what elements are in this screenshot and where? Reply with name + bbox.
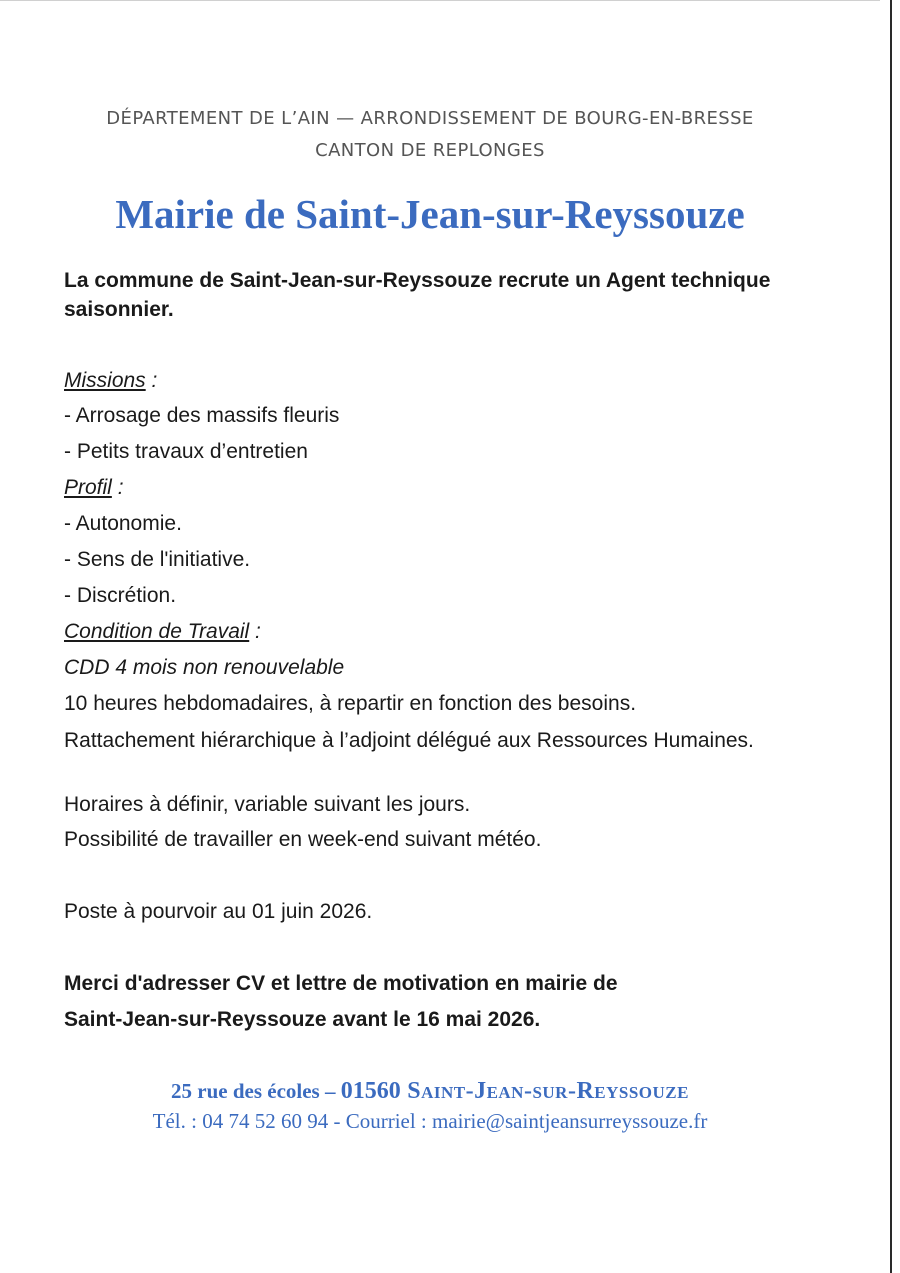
footer-contact: Tél. : 04 74 52 60 94 - Courriel : mairie@saintjeansurreyssouze.fr	[152, 1109, 708, 1133]
profil-item: - Autonomie.	[64, 512, 182, 535]
mission-item: - Petits travaux d’entretien	[64, 440, 308, 463]
header-department: DÉPARTEMENT DE L’AIN — ARRONDISSEMENT DE BOURG-EN-BRESSE	[106, 108, 754, 129]
profil-heading-colon: :	[111, 476, 124, 499]
condition-heading	[64, 618, 261, 646]
condition-heading-label: Condition de Travail	[64, 620, 250, 643]
closing-line-1: Merci d'adresser CV et lettre de motivation en mairie de	[64, 972, 618, 995]
mission-item: - Arrosage des massifs fleuris	[64, 404, 340, 427]
profil-item: - Sens de l'initiative.	[64, 548, 251, 571]
condition-item: Possibilité de travailler en week-end suivant météo.	[64, 828, 542, 851]
profil-item: - Discrétion.	[64, 584, 177, 607]
scan-edge-right	[890, 0, 892, 1273]
closing-line-2: Saint-Jean-sur-Reyssouze avant le 16 mai 2026.	[64, 1008, 541, 1031]
condition-heading-colon: :	[249, 620, 261, 643]
condition-item: 10 heures hebdomadaires, à repartir en fonction des besoins.	[64, 692, 637, 715]
contract-type: CDD 4 mois non renouvelable	[64, 656, 345, 679]
footer-street: 25 rue des écoles –	[171, 1079, 341, 1103]
condition-item: Rattachement hiérarchique à l’adjoint délégué aux Ressources Humaines.	[64, 729, 754, 752]
footer-town: Saint-Jean-sur-Reyssouze	[400, 1078, 689, 1104]
condition-item: Horaires à définir, variable suivant les jours.	[64, 793, 471, 816]
missions-heading-label: Missions	[64, 369, 146, 392]
page-title: Mairie de Saint-Jean-sur-Reyssouze	[115, 191, 745, 237]
footer-postcode: 01560	[340, 1078, 401, 1104]
scan-edge-top	[0, 0, 880, 1]
footer-address	[0, 1078, 860, 1105]
profil-heading	[64, 474, 124, 502]
intro-text: La commune de Saint-Jean-sur-Reyssouze recrute un Agent technique saisonnier.	[64, 269, 771, 321]
profil-heading-label: Profil	[64, 476, 112, 499]
missions-heading-colon: :	[145, 369, 158, 392]
missions-heading	[64, 367, 157, 395]
header-canton: CANTON DE REPLONGES	[315, 140, 545, 161]
start-date: Poste à pourvoir au 01 juin 2026.	[64, 900, 373, 923]
